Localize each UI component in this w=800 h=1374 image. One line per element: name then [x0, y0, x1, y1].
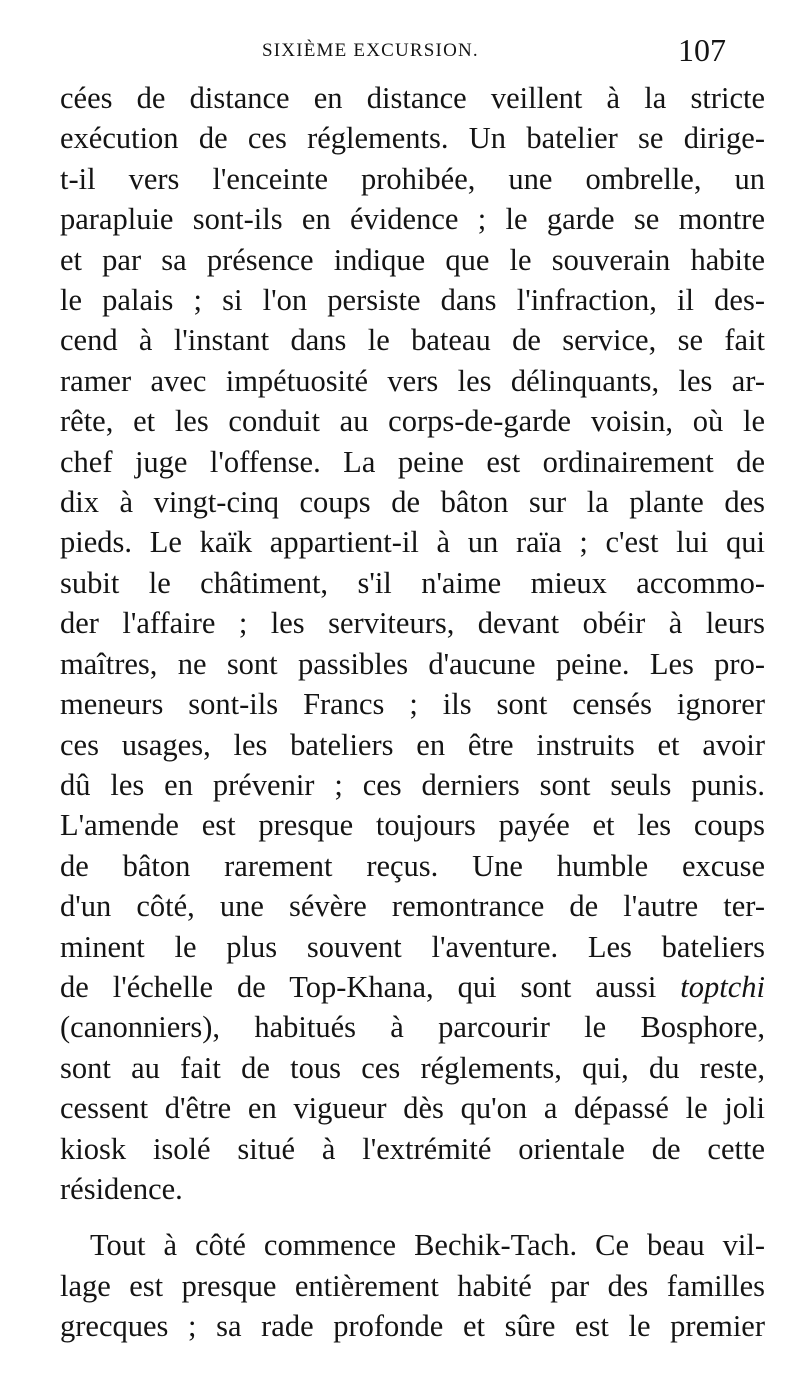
text-line: L'amende est presque toujours payée et les coups — [60, 808, 765, 843]
text-line: ramer avec impétuosité vers les délinquants, les ar- — [60, 363, 765, 398]
page-number: 107 — [678, 32, 726, 68]
text-line: grecques ; sa rade profonde et sûre est le premier — [60, 1309, 765, 1344]
paragraph-gap — [60, 1209, 765, 1225]
text-line: exécution de ces réglements. Un batelier se dirige- — [60, 121, 765, 156]
text-line-italic — [60, 967, 765, 1007]
text-line: der l'affaire ; les serviteurs, devant obéir à leurs — [60, 606, 765, 641]
text-line: maîtres, ne sont passibles d'aucune peine. Les pro- — [60, 646, 765, 681]
text-line: cessent d'être en vigueur dès qu'on a dépassé le joli — [60, 1091, 765, 1126]
text-line: résidence. — [60, 1171, 183, 1206]
text-line: rête, et les conduit au corps-de-garde voisin, où le — [60, 404, 765, 439]
text-line: dû les en prévenir ; ces derniers sont seuls punis. — [60, 767, 765, 802]
text-line: minent le plus souvent l'aventure. Les bateliers — [60, 929, 765, 964]
text-segment: de l'échelle de Top-Khana, qui sont aussi — [60, 969, 681, 1004]
text-line: et par sa présence indique que le souverain habite — [60, 242, 765, 277]
text-line: le palais ; si l'on persiste dans l'infraction, il des- — [60, 283, 765, 318]
text-line: subit le châtiment, s'il n'aime mieux accommo- — [60, 565, 765, 600]
text-line: cées de distance en distance veillent à la stricte — [60, 81, 765, 115]
running-head: SIXIÈME EXCURSION. — [262, 40, 479, 61]
text-line: lage est presque entièrement habité par des familles — [60, 1268, 765, 1303]
text-line: chef juge l'offense. La peine est ordinairement de — [60, 444, 765, 479]
text-line: (canonniers), habitués à parcourir le Bosphore, — [60, 1010, 765, 1045]
italic-word: toptchi — [680, 969, 765, 1004]
paragraph-1 — [60, 78, 765, 1209]
page-header — [0, 30, 800, 80]
body-text — [60, 78, 765, 1347]
text-line: meneurs sont-ils Francs ; ils sont censés ignorer — [60, 687, 765, 722]
text-line: de bâton rarement reçus. Une humble excuse — [60, 848, 765, 883]
text-line: sont au fait de tous ces réglements, qui, du reste, — [60, 1050, 765, 1085]
text-line: parapluie sont-ils en évidence ; le garde se montre — [60, 202, 765, 237]
text-line: cend à l'instant dans le bateau de service, se fait — [60, 323, 765, 358]
text-line: dix à vingt-cinq coups de bâton sur la plante des — [60, 485, 765, 520]
text-line: t-il vers l'enceinte prohibée, une ombrelle, un — [60, 161, 765, 196]
text-line: d'un côté, une sévère remontrance de l'autre ter- — [60, 889, 765, 924]
paragraph-2 — [60, 1225, 765, 1346]
text-line: ces usages, les bateliers en être instruits et avoir — [60, 727, 765, 762]
text-line: kiosk isolé situé à l'extrémité orientale de cette — [60, 1131, 765, 1166]
text-line: Tout à côté commence Bechik-Tach. Ce beau vil- — [90, 1228, 765, 1263]
text-line: pieds. Le kaïk appartient-il à un raïa ; c'est lui qui — [60, 525, 765, 560]
